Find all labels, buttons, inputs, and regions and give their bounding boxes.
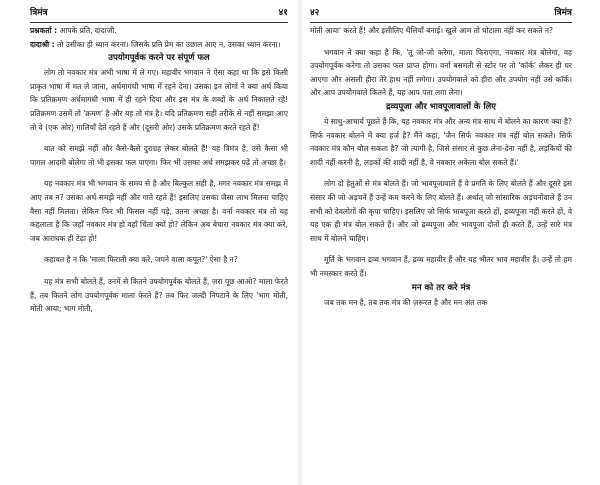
paragraph: जब तक मन है, तब तक मंत्र की ज़रूरत है और मन अंत तक <box>324 297 487 307</box>
paragraph: लोग तो नवकार मंत्र अभी भाषा में ले गए। महावीर भगवान ने ऐसा कहा था कि इसे किसी प्राकृत भाषा में मत ले जाना, अर्धमागधी भाषा में रहने देना। उसका इन लोगों ने क्या अर्थ किया कि प्रतिक्रमण अर्धमागधी भाषा में ही रहने दिया और इस मंत्र के शब्दों के अर्थ निकालते रहे! प्रतिक्रमण उसमें तो 'क्रमण' है और यह तो मंत्र है। यदि प्रतिक्रमण सही तरीके से नहीं समझा आए तो वे (एक ओर) गालियाँ देते रहते हैं और (दूसरी ओर) उसके प्रतिक्रमण करते रहते हैं! <box>30 68 288 132</box>
left-page-number: ४१ <box>278 8 288 18</box>
paragraph: बात को समझे नहीं और कैसे-कैसे दुराग्रह लेकर बोलते हैं! यह त्रिमंत्र है, उसे कैसा भी पागल आदमी बोलेगा तो भी इसका फल पाएगा। फिर भी उसका अर्थ समझकर पढ़ें तो अच्छा है। <box>30 144 288 167</box>
paragraph: ये साधु-आचार्य पूछते हैं कि, यह नवकार मंत्र और अन्य मंत्र साथ में बोलने का कारण क्या है? सिर्फ नवकार बोलने में क्या हर्ज है? मैंने कहा, 'जैन सिर्फ नवकार मंत्र नहीं बोल सकते। सिर्फ नवकार मंत्र कौन बोल सकता है? जो त्यागी है, जिसे संसार से कुछ लेना-देना नहीं है, लड़कियों की शादी नहीं करनी है, लड़कों की शादी नहीं है, वे नवकार अकेला बोल सकते हैं।' <box>310 116 572 167</box>
questioner-line <box>30 24 288 38</box>
section-heading: द्रव्यपूजा और भावपूजावालों के लिए <box>385 101 497 112</box>
answer-text: तो उसीका ही ध्यान करना। जिसके प्रति प्रेम का उछाल आए न, उसका ध्यान करना। <box>57 39 281 49</box>
question-text: आपके प्रति, दादाजी. <box>59 26 117 35</box>
right-page <box>302 0 600 485</box>
right-header-title: त्रिमंत्र <box>554 8 572 18</box>
left-page-body <box>30 24 288 316</box>
paragraph: भगवान ने क्या कहा है कि, 'तू जो-जो करेगा, माला फिराएगा, नवकार मंत्र बोलेगा, वह उपयोगपूर्वक करेगा तो उसका फल प्राप्त होगा। वर्ना बसमती से स्टोर पर तो 'कॉर्क' लेकर ही घर आएगा और असली हीरा तेरे हाथ नहीं लगेगा। उपयोगवाले को हीरा और उपयोग नहीं उसे कॉर्क। और आप उपयोगवाले कितने हैं, यह आप पता लगा लेना। <box>310 47 572 98</box>
paragraph: कहावत है न कि 'माला फिराती क्या करे, जपने वाला कपूत?' ऐसा है न? <box>44 255 238 265</box>
left-page <box>0 0 298 485</box>
dadashri-line <box>30 38 288 52</box>
section-heading: मन को तर करे मंत्र <box>411 282 471 293</box>
right-page-header <box>310 4 572 23</box>
left-page-header <box>30 4 288 23</box>
paragraph: यह नवकार मंत्र भी भगवान के समय से है और बिल्कुल सही है, मगर नवकार मंत्र समझ में आए तब न? उसका अर्थ समझे नहीं और गाते रहते हैं! इसलिए उसका जैसा लाभ मिलना चाहिए वैसा नहीं मिलता। लेकिन फिर भी फिसल नहीं पड़े, उतना अच्छा है। वर्ना नवकार मंत्र तो यह कहलाता है कि जहाँ नवकार मंत्र हो वहाँ चिंता क्यों हो? लेकिन अब बेचारा नवकार मंत्र क्या करे, जब आराधक ही टेढ़ा हो! <box>30 179 288 243</box>
section-heading: उपयोगपूर्वक करने पर संपूर्ण फल <box>108 53 210 64</box>
paragraph: मोती आया' करते हैं! और इसीलिए थैलियाँ बनाई। खुले आम तो घोटाला नहीं कर सकते न? <box>310 26 554 35</box>
questioner-label: प्रश्नकर्ता : <box>30 26 58 35</box>
paragraph: मूर्ति के भगवान द्रव्य भगवान हैं, द्रव्य महावीर हैं और यह भीतर भाव महावीर हैं। उन्हें तो हम भी नमस्कार करते हैं। <box>310 255 572 278</box>
paragraph: यह मंत्र सभी बोलते हैं, उनमें से कितने उपयोगपूर्वक बोलते हैं, ज़रा पूछ आओ? माला फेरते हैं, तब कितने लोग उपयोगपूर्वक माला फेरते हैं? तब फिर जल्दी निपटाने के लिए 'भाग मोती, मोती आया; भाग मोती, <box>30 276 288 314</box>
dadashri-label: दादाश्री : <box>30 39 55 49</box>
left-header-title: त्रिमंत्र <box>30 8 48 18</box>
right-page-number: ४२ <box>310 8 320 18</box>
paragraph: लोग दो हेतुओं से मंत्र बोलते हैं। जो भावपूजावाले हैं वे प्रगति के लिए बोलते हैं और दूसरे इस संसार की जो अड़चनें हैं उन्हें कम करने के लिए बोलते हैं। अर्थात् जो सांसारिक अड़चनोंवाले हैं उन सभी को देवलोगों की कृपा चाहिए। इसलिए जो सिर्फ भावपूजा करते हों, द्रव्यपूजा नहीं करते हों, वे यह एक ही मंत्र बोल सकते हैं। और जो द्रव्यपूजा और भावपूजा दोनों ही करते हैं, उन्हें सारे मंत्र साथ में बोलने चाहिए। <box>310 179 572 243</box>
right-page-body <box>310 24 572 309</box>
